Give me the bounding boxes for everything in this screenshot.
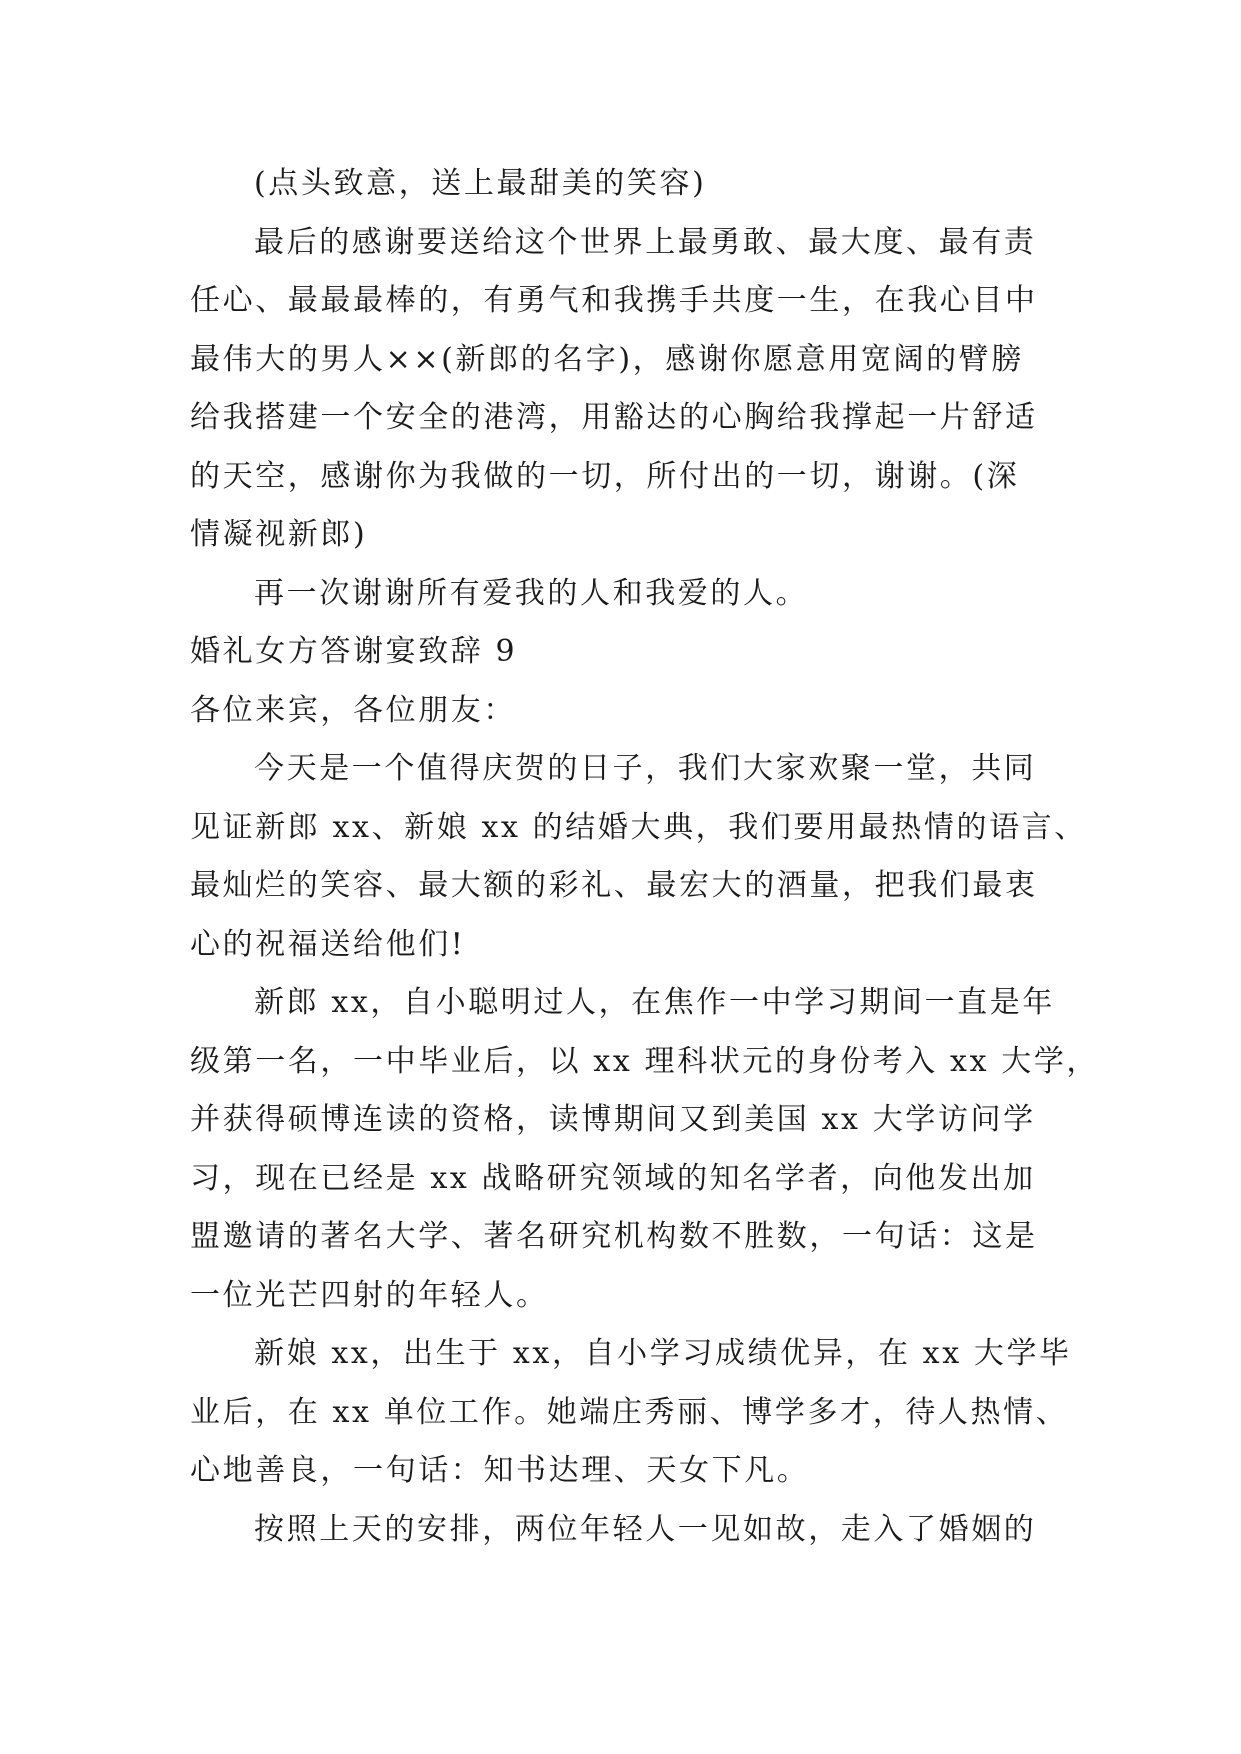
text-line: 按照上天的安排，两位年轻人一见如故，走入了婚姻的 xyxy=(254,1511,1037,1547)
section-heading: 婚礼女方答谢宴致辞 9 xyxy=(190,634,518,669)
text-line: 盟邀请的著名大学、著名研究机构数不胜数，一句话：这是 xyxy=(190,1219,1038,1254)
text-line: 新娘 xx，出生于 xx，自小学习成绩优异，在 xx 大学毕 xyxy=(254,1336,1072,1371)
text-line: 最灿烂的笑容、最大额的彩礼、最宏大的酒量，把我们最衷 xyxy=(190,868,1038,903)
text-line: 给我搭建一个安全的港湾，用豁达的心胸给我撑起一片舒适 xyxy=(190,400,1038,435)
text-line: 见证新郎 xx、新娘 xx 的结婚大典，我们要用最热情的语言、 xyxy=(190,809,1087,845)
text-line: 业后，在 xx 单位工作。她端庄秀丽、博学多才，待人热情、 xyxy=(190,1394,1069,1430)
text-line: 最后的感谢要送给这个世界上最勇敢、最大度、最有责 xyxy=(254,224,1037,260)
text-line: (点头致意，送上最甜美的笑容) xyxy=(254,166,707,201)
text-line: 心地善良，一句话：知书达理、天女下凡。 xyxy=(190,1453,810,1488)
salutation: 各位来宾，各位朋友： xyxy=(190,692,516,728)
text-line: 的天空，感谢你为我做的一切，所付出的一切，谢谢。(深 xyxy=(190,458,1020,494)
text-line: 并获得硕博连读的资格，读博期间又到美国 xx 大学访问学 xyxy=(190,1102,1036,1137)
text-line: 再一次谢谢所有爱我的人和我爱的人。 xyxy=(254,575,809,611)
text-line: 新郎 xx，自小聪明过人，在焦作一中学习期间一直是年 xyxy=(254,985,1055,1020)
document-body xyxy=(190,155,1100,1559)
text-line: 习，现在已经是 xx 战略研究领域的知名学者，向他发出加 xyxy=(190,1160,1036,1196)
text-line: 一位光芒四射的年轻人。 xyxy=(190,1277,549,1313)
text-line: 情凝视新郎) xyxy=(190,517,368,552)
text-line: 今天是一个值得庆贺的日子，我们大家欢聚一堂，共同 xyxy=(254,751,1037,786)
text-line: 任心、最最最棒的，有勇气和我携手共度一生，在我心目中 xyxy=(190,283,1038,318)
text-line: 级第一名，一中毕业后，以 xx 理科状元的身份考入 xx 大学， xyxy=(190,1043,1100,1079)
text-line: 最伟大的男人××(新郎的名字)，感谢你愿意用宽阔的臂膀 xyxy=(190,341,1024,377)
text-line: 心的祝福送给他们! xyxy=(190,926,466,962)
